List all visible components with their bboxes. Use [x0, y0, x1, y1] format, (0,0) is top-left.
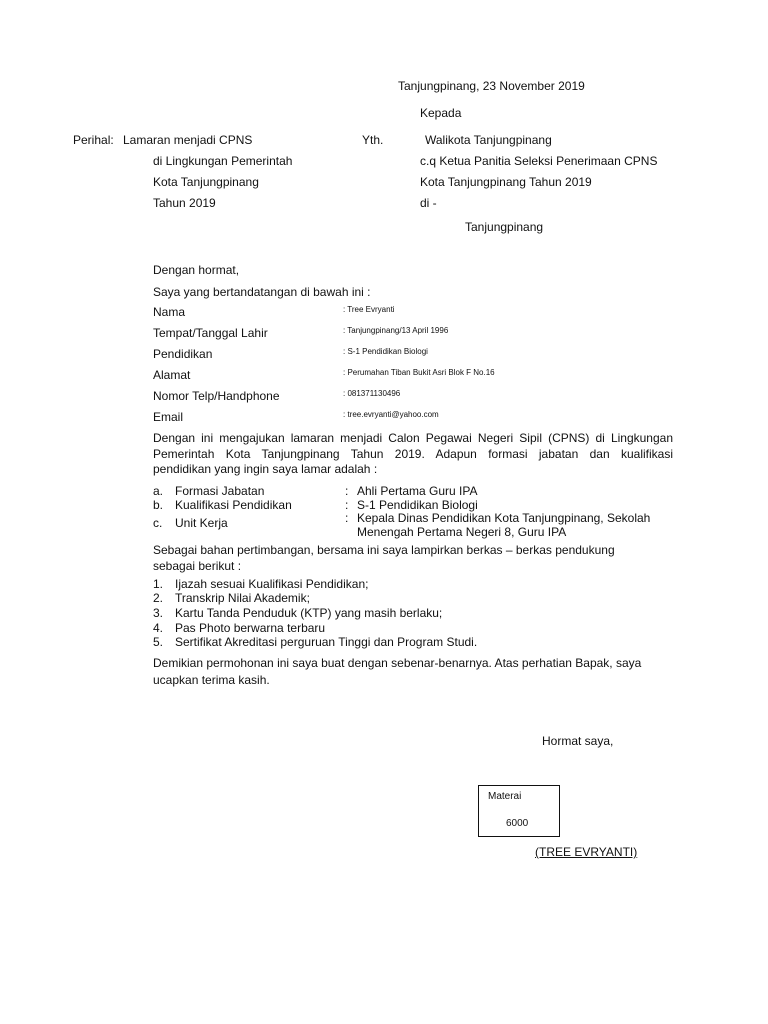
attachment-item: Kartu Tanda Penduduk (KTP) yang masih berlaku;: [175, 606, 443, 620]
stamp-label: Materai: [488, 791, 522, 802]
identity-value-email: : tree.evryanti@yahoo.com: [343, 410, 439, 419]
identity-value-name: : Tree Evryanti: [343, 305, 395, 314]
identity-label-address: Alamat: [153, 368, 191, 382]
recipient-city: Tanjungpinang: [465, 220, 544, 234]
stamp-value: 6000: [506, 818, 529, 829]
position-label: Kualifikasi Pendidikan: [175, 498, 292, 512]
identity-label-name: Nama: [153, 305, 186, 319]
position-separator: :: [345, 484, 349, 498]
attachment-number: 5.: [153, 635, 164, 649]
recipient-label: Yth.: [362, 133, 384, 147]
subject-label: Perihal:: [73, 133, 114, 147]
position-separator: :: [345, 511, 349, 525]
paragraph-line: sebagai berikut :: [153, 559, 242, 573]
attachment-number: 4.: [153, 621, 164, 635]
position-label: Unit Kerja: [175, 516, 228, 530]
position-value: S-1 Pendidikan Biologi: [357, 498, 478, 512]
recipient-line: di -: [420, 196, 437, 210]
position-marker: a.: [153, 484, 164, 498]
recipient-line: c.q Ketua Panitia Seleksi Penerimaan CPNS: [420, 154, 658, 168]
application-paragraph: [153, 431, 673, 478]
identity-label-education: Pendidikan: [153, 347, 213, 361]
identity-label-phone: Nomor Telp/Handphone: [153, 389, 280, 403]
place-date: Tanjungpinang, 23 November 2019: [398, 79, 585, 93]
identity-intro: Saya yang bertandatangan di bawah ini :: [153, 285, 371, 299]
paragraph-line: Dengan ini mengajukan lamaran menjadi Calon Pegawai Negeri Sipil (CPNS) di Lingkungan: [153, 431, 673, 445]
attachment-number: 1.: [153, 577, 164, 591]
position-marker: b.: [153, 498, 164, 512]
kepada-label: Kepada: [420, 106, 462, 120]
identity-value-birth: : Tanjungpinang/13 April 1996: [343, 326, 449, 335]
recipient-line: Kota Tanjungpinang Tahun 2019: [420, 175, 592, 189]
attachment-item: Sertifikat Akreditasi perguruan Tinggi dan Program Studi.: [175, 635, 478, 649]
identity-value-phone: : 081371130496: [343, 389, 401, 398]
identity-value-address: : Perumahan Tiban Bukit Asri Blok F No.16: [343, 368, 495, 377]
subject-line: Lamaran menjadi CPNS: [123, 133, 253, 147]
regards: Hormat saya,: [542, 734, 614, 748]
attachment-item: Pas Photo berwarna terbaru: [175, 621, 326, 635]
closing-paragraph: [153, 655, 641, 689]
paragraph-line: pendidikan yang ingin saya lamar adalah :: [153, 462, 378, 476]
attachments-intro: [153, 542, 615, 574]
position-label: Formasi Jabatan: [175, 484, 265, 498]
subject-line: di Lingkungan Pemerintah: [153, 154, 293, 168]
identity-label-birth: Tempat/Tanggal Lahir: [153, 326, 268, 340]
identity-value-education: : S-1 Pendidikan Biologi: [343, 347, 428, 356]
position-value: Menengah Pertama Negeri 8, Guru IPA: [357, 525, 567, 539]
paragraph-line: Demikian permohonan ini saya buat dengan sebenar-benarnya. Atas perhatian Bapak, saya: [153, 656, 642, 670]
identity-label-email: Email: [153, 410, 184, 424]
attachment-item: Ijazah sesuai Kualifikasi Pendidikan;: [175, 577, 369, 591]
attachment-number: 3.: [153, 606, 164, 620]
attachment-number: 2.: [153, 591, 164, 605]
recipient-line: Walikota Tanjungpinang: [425, 133, 552, 147]
paragraph-line: Pemerintah Kota Tanjungpinang Tahun 2019. Adapun formasi jabatan dan kualifikasi: [153, 446, 673, 461]
paragraph-line: Sebagai bahan pertimbangan, bersama ini saya lampirkan berkas – berkas pendukung: [153, 543, 615, 557]
paragraph-line: ucapkan terima kasih.: [153, 673, 270, 687]
position-marker: c.: [153, 516, 163, 530]
subject-line: Tahun 2019: [153, 196, 216, 210]
subject-line: Kota Tanjungpinang: [153, 175, 259, 189]
position-separator: :: [345, 498, 349, 512]
greeting: Dengan hormat,: [153, 263, 240, 277]
position-value: Kepala Dinas Pendidikan Kota Tanjungpinang, Sekolah: [357, 511, 651, 525]
signatory-name: (TREE EVRYANTI): [535, 845, 638, 859]
attachment-item: Transkrip Nilai Akademik;: [175, 591, 310, 605]
position-value: Ahli Pertama Guru IPA: [357, 484, 478, 498]
